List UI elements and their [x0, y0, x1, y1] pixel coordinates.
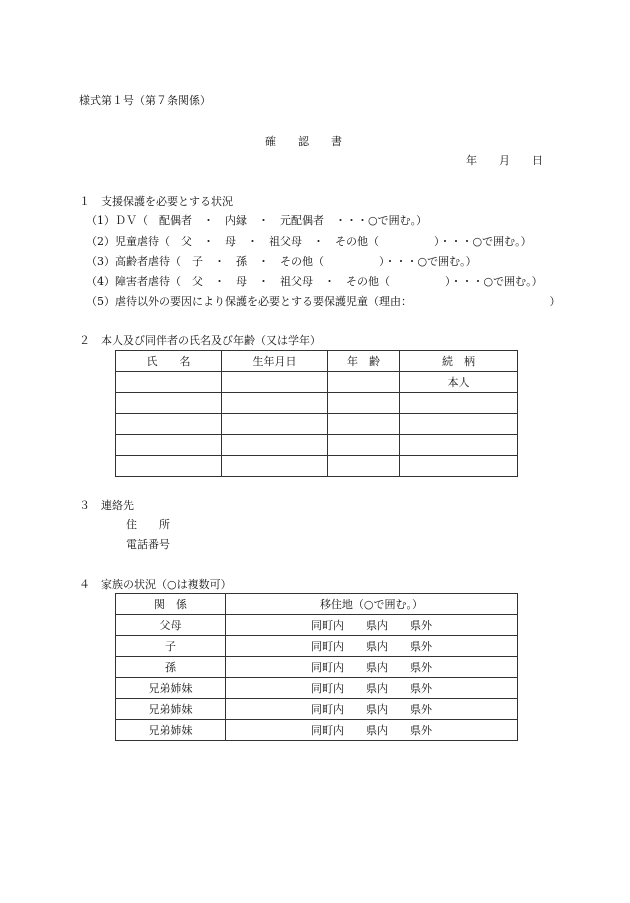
- table-row: [116, 636, 518, 657]
- relation-cell[interactable]: [400, 414, 518, 435]
- residence-options[interactable]: 同町内 県内 県外: [226, 699, 518, 720]
- table-row: [116, 414, 518, 435]
- section2-heading: ２ 本人及び同伴者の氏名及び年齢（又は学年）: [79, 334, 321, 347]
- name-cell[interactable]: [116, 414, 222, 435]
- name-cell[interactable]: [116, 393, 222, 414]
- name-cell[interactable]: [116, 435, 222, 456]
- table-row: [116, 699, 518, 720]
- family-table: [115, 593, 518, 741]
- age-cell[interactable]: [328, 456, 400, 477]
- table-row: [116, 678, 518, 699]
- section1-item-dv: （1）ＤＶ（ 配偶者 ・ 内縁 ・ 元配偶者 ・・・○で囲む。）: [86, 214, 428, 227]
- table-header-row: [116, 594, 518, 615]
- birthdate-cell[interactable]: [222, 393, 328, 414]
- relation-cell: 兄弟姉妹: [116, 678, 226, 699]
- table-row: [116, 720, 518, 741]
- age-cell[interactable]: [328, 393, 400, 414]
- table-header-row: [116, 351, 518, 372]
- age-cell[interactable]: [328, 435, 400, 456]
- relation-cell: 本人: [400, 372, 518, 393]
- name-cell[interactable]: [116, 456, 222, 477]
- age-cell[interactable]: [328, 372, 400, 393]
- table-row: [116, 456, 518, 477]
- header-residence: 移住地（○で囲む。）: [226, 594, 518, 615]
- birthdate-cell[interactable]: [222, 372, 328, 393]
- birthdate-cell[interactable]: [222, 414, 328, 435]
- page-title: 確 認 書: [265, 135, 342, 148]
- section1-heading: １ 支援保護を必要とする状況: [79, 195, 233, 208]
- table-row: [116, 435, 518, 456]
- relation-cell: 孫: [116, 657, 226, 678]
- table-row: [116, 372, 518, 393]
- relation-cell[interactable]: [400, 393, 518, 414]
- header-name: 氏 名: [116, 351, 222, 372]
- section1-item-other: （5）虐待以外の要因により保護を必要とする要保護児童（理由： ）: [86, 295, 561, 308]
- birthdate-cell[interactable]: [222, 435, 328, 456]
- companion-table: [115, 350, 518, 477]
- residence-options[interactable]: 同町内 県内 県外: [226, 720, 518, 741]
- header-relation: 続 柄: [400, 351, 518, 372]
- relation-cell[interactable]: [400, 435, 518, 456]
- header-relation: 関 係: [116, 594, 226, 615]
- age-cell[interactable]: [328, 414, 400, 435]
- table-row: [116, 615, 518, 636]
- section1-item-elder-abuse: （3）高齢者虐待（ 子 ・ 孫 ・ その他（ ）・・・○で囲む。）: [86, 255, 477, 268]
- relation-cell: 兄弟姉妹: [116, 720, 226, 741]
- address-label: 住 所: [126, 518, 170, 531]
- section3-heading: ３ 連絡先: [79, 499, 134, 512]
- section4-heading: ４ 家族の状況（○は複数可）: [79, 578, 232, 591]
- form-id: 様式第１号（第７条関係）: [79, 94, 211, 107]
- residence-options[interactable]: 同町内 県内 県外: [226, 678, 518, 699]
- section1-item-disabled-abuse: （4）障害者虐待（ 父 ・ 母 ・ 祖父母 ・ その他（ ）・・・○で囲む。）: [86, 275, 543, 288]
- relation-cell: 子: [116, 636, 226, 657]
- name-cell[interactable]: [116, 372, 222, 393]
- header-age: 年 齢: [328, 351, 400, 372]
- residence-options[interactable]: 同町内 県内 県外: [226, 615, 518, 636]
- phone-label: 電話番号: [126, 538, 170, 551]
- section1-item-child-abuse: （2）児童虐待（ 父 ・ 母 ・ 祖父母 ・ その他（ ）・・・○で囲む。）: [86, 235, 532, 248]
- residence-options[interactable]: 同町内 県内 県外: [226, 636, 518, 657]
- date-line: 年 月 日: [466, 154, 543, 167]
- birthdate-cell[interactable]: [222, 456, 328, 477]
- table-row: [116, 393, 518, 414]
- header-birthdate: 生年月日: [222, 351, 328, 372]
- relation-cell[interactable]: [400, 456, 518, 477]
- residence-options[interactable]: 同町内 県内 県外: [226, 657, 518, 678]
- table-row: [116, 657, 518, 678]
- relation-cell: 兄弟姉妹: [116, 699, 226, 720]
- relation-cell: 父母: [116, 615, 226, 636]
